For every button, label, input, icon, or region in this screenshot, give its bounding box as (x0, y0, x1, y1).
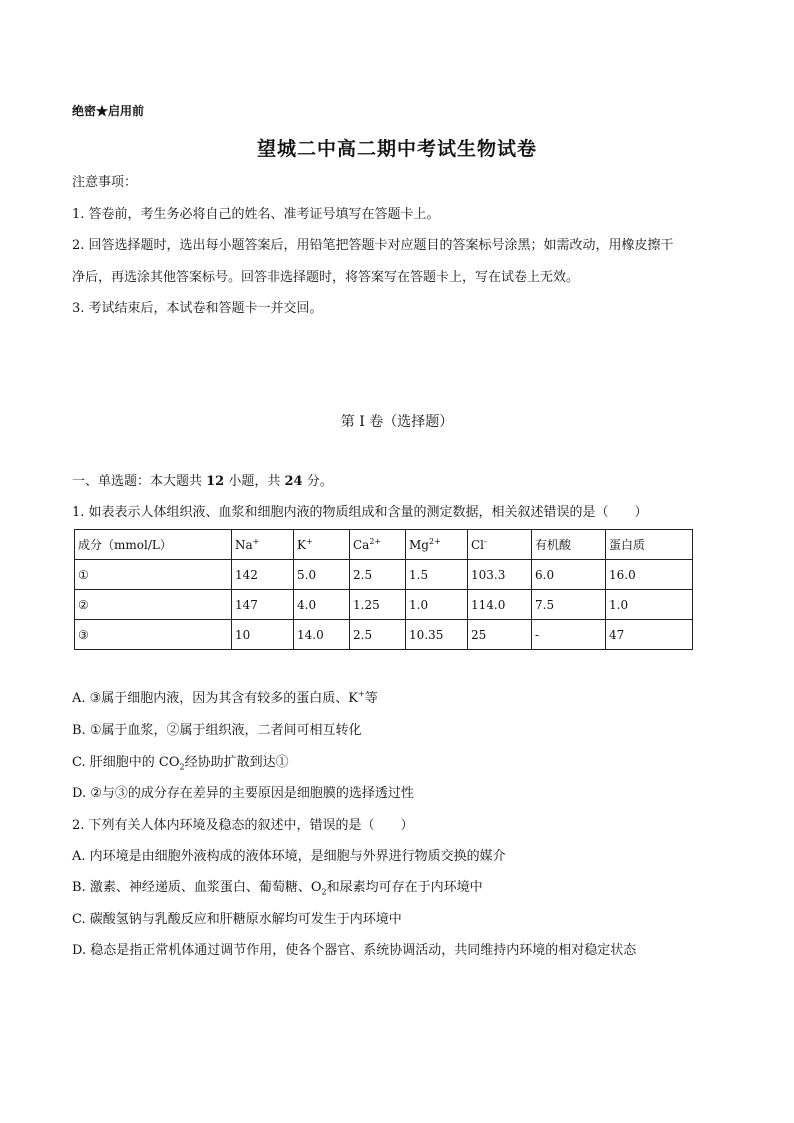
secret-label: 绝密★启用前 (72, 104, 145, 118)
table-cell: 1.0 (606, 590, 693, 620)
table-cell: 25 (468, 620, 532, 650)
q1-option-c: C. 肝细胞中的 $CO_2$经协助扩散到达① (72, 755, 289, 772)
table-cell: - (532, 620, 606, 650)
notice-item-1: 1. 答卷前，考生务必将自己的姓名、准考证号填写在答题卡上。 (72, 207, 440, 222)
table-header-cell: $Ca^{2+}$ (350, 530, 406, 560)
notice-item-3: 3. 考试结束后，本试卷和答题卡一并交回。 (72, 301, 323, 316)
notice-item-2-cont: 净后，再选涂其他答案标号。回答非选择题时，将答案写在答题卡上，写在试卷上无效。 (72, 270, 580, 285)
table-row (75, 590, 693, 620)
q2-option-c: C. 碳酸氢钠与乳酸反应和肝糖原水解均可发生于内环境中 (72, 912, 402, 927)
table-cell: 142 (232, 560, 294, 590)
table-row (75, 620, 693, 650)
table-cell: 103.3 (468, 560, 532, 590)
table-cell: ③ (75, 620, 232, 650)
table-header-cell: K+ (294, 530, 350, 560)
table-header-cell: 有机酸 (532, 530, 606, 560)
table-header-cell: $Mg^{2+}$ (406, 530, 468, 560)
table-cell: 16.0 (606, 560, 693, 590)
q2-stem: 2. 下列有关人体内环境及稳态的叙述中，错误的是（ ） (72, 818, 414, 833)
table-cell: 7.5 (532, 590, 606, 620)
table-cell: ① (75, 560, 232, 590)
table-cell: 5.0 (294, 560, 350, 590)
table-row (75, 560, 693, 590)
volume-title: 第 I 卷（选择题） (340, 414, 454, 430)
table-cell: 114.0 (468, 590, 532, 620)
table-cell: 10.35 (406, 620, 468, 650)
table-header-cell: 蛋白质 (606, 530, 693, 560)
q1-stem: 1. 如表表示人体组织液、血浆和细胞内液的物质组成和含量的测定数据，相关叙述错误的是（ ） (72, 505, 648, 520)
table-cell: 1.0 (406, 590, 468, 620)
table-header-cell: Na+ (232, 530, 294, 560)
table-cell: 1.25 (350, 590, 406, 620)
q1-option-a: A. ③属于细胞内液，因为其含有较多的蛋白质、K+等 (72, 689, 378, 706)
notice-item-2: 2. 回答选择题时，选出每小题答案后，用铅笔把答题卡对应题目的答案标号涂黑；如需改动，用橡皮擦干 (72, 238, 674, 253)
table-cell: 2.5 (350, 620, 406, 650)
q2-option-d: D. 稳态是指正常机体通过调节作用，使各个器官、系统协调活动，共同维持内环境的相对稳定状态 (72, 943, 637, 958)
composition-table (74, 529, 693, 650)
notice-heading: 注意事项： (72, 175, 138, 190)
table-cell: 10 (232, 620, 294, 650)
table-cell: 47 (606, 620, 693, 650)
table-cell: 6.0 (532, 560, 606, 590)
table-header-row (75, 530, 693, 560)
exam-title: 望城二中高二期中考试生物试卷 (256, 138, 537, 160)
table-cell: 2.5 (350, 560, 406, 590)
q1-option-b: B. ①属于血浆，②属于组织液，二者间可相互转化 (72, 723, 362, 738)
q2-option-a: A. 内环境是由细胞外液构成的液体环境，是细胞与外界进行物质交换的媒介 (72, 849, 506, 864)
table-cell: 14.0 (294, 620, 350, 650)
table-header-cell: Cl- (468, 530, 532, 560)
table-cell: 4.0 (294, 590, 350, 620)
table-cell: 147 (232, 590, 294, 620)
table-cell: 1.5 (406, 560, 468, 590)
table-header-cell: 成分（mmol/L） (75, 530, 232, 560)
q2-option-b: B. 激素、神经递质、血浆蛋白、葡萄糖、$O_2$和尿素均可存在于内环境中 (72, 880, 483, 897)
section-heading: 一、单选题：本大题共 12 小题，共 24 分。 (72, 474, 333, 489)
table-cell: ② (75, 590, 232, 620)
q1-option-d: D. ②与③的成分存在差异的主要原因是细胞膜的选择透过性 (72, 786, 414, 801)
